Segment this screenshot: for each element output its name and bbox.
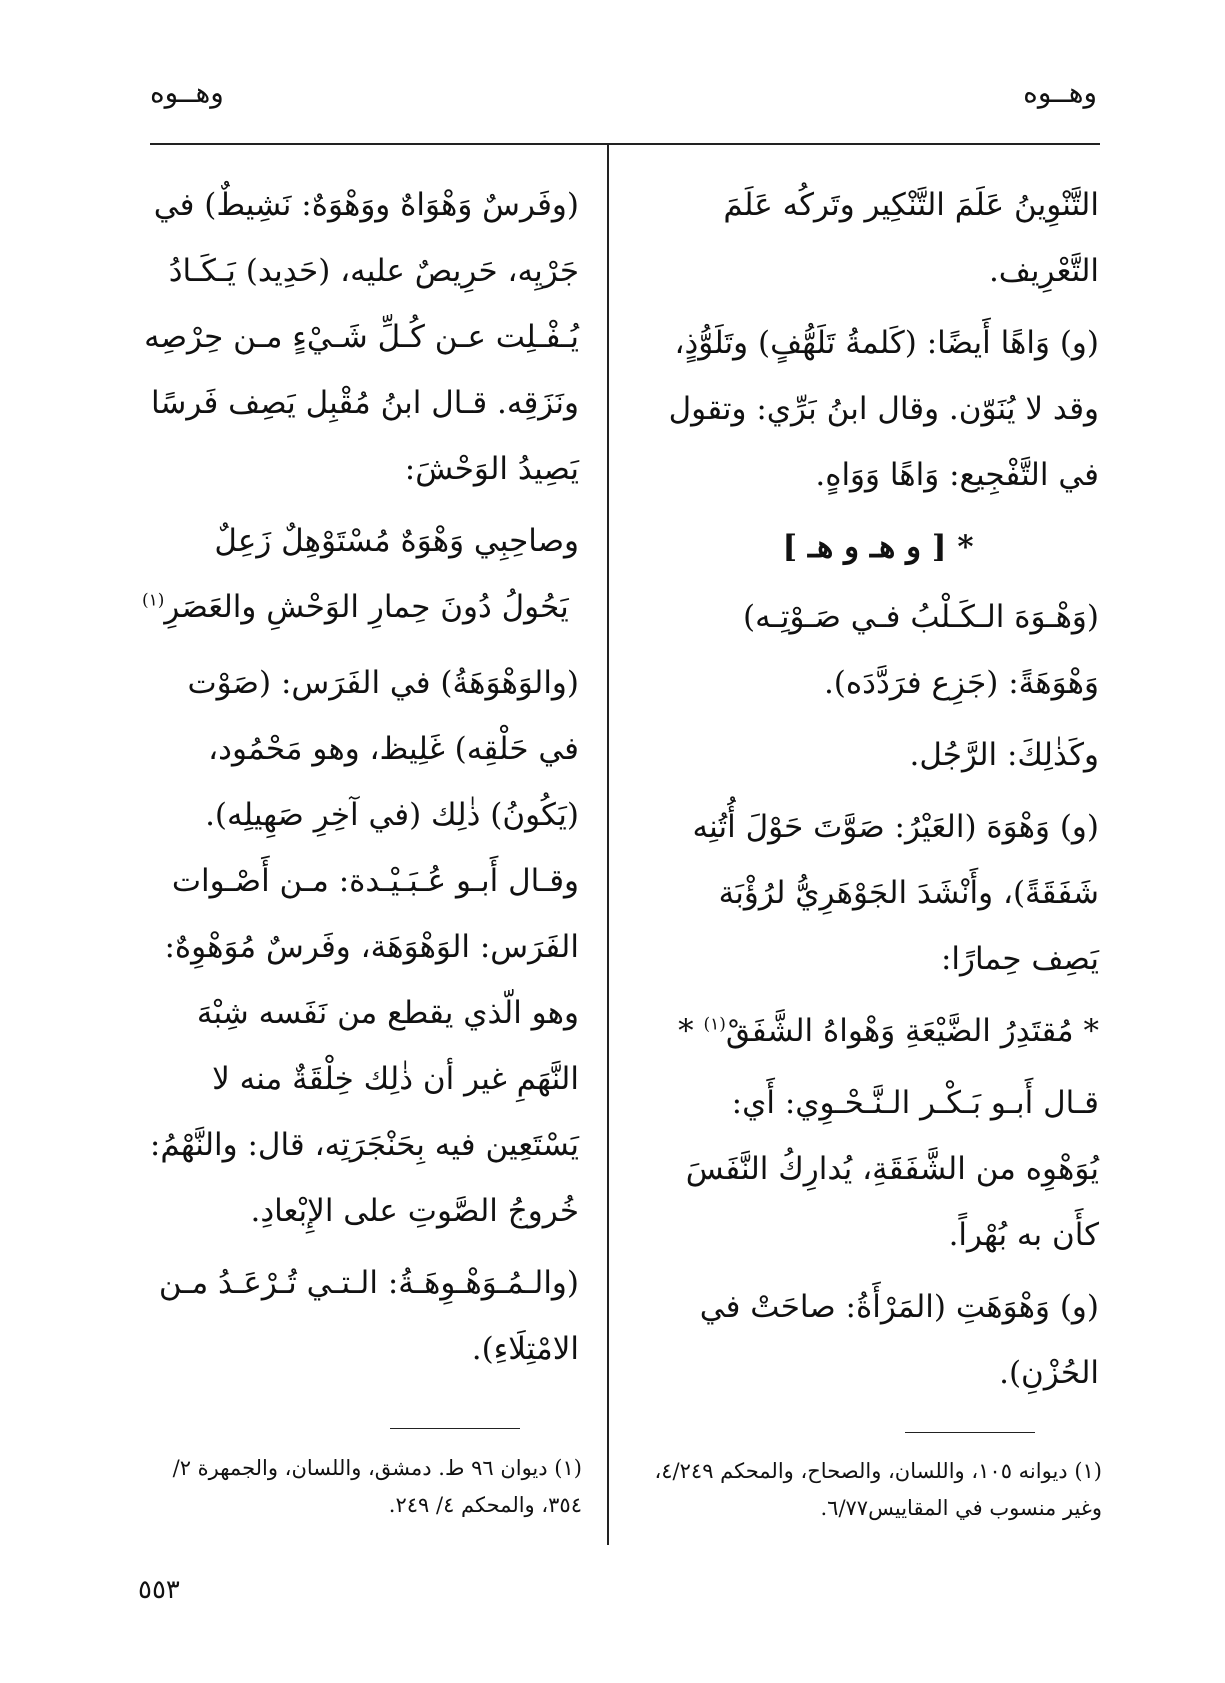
verse-text: * مُقتَدِرُ الضَّيْعَةِ وَهْواهُ الشَّفَقْ	[725, 1013, 1099, 1049]
footnote-rule-right	[905, 1432, 1035, 1433]
paragraph: (والـمُـوَهْـوِهَـةُ: الـتـي تُـرْعَـدُ مـن الامْتِلَاءِ).	[158, 1265, 579, 1367]
verse-line	[657, 998, 1099, 1064]
column-divider	[607, 145, 609, 1545]
paragraph: التَّنْوِينُ عَلَمَ التَّنْكِير وتَركُه عَلَمَ التَّعْرِيف.	[723, 187, 1099, 289]
header-rule	[150, 143, 1100, 145]
verse-hemistich-1: وصاحِبِي وَهْوَهٌ مُسْتَوْهِلٌ زَعِلٌ	[214, 523, 579, 559]
footnote-left: (١) ديوان ٩٦ ط. دمشق، واللسان، والجمهرة ٢/ ٣٥٤، والمحكم ٤/ ٢٤٩.	[172, 1456, 582, 1517]
left-column	[142, 172, 579, 1388]
verse-end-star: *	[678, 1013, 704, 1049]
entry-root-heading: * [ و هـ و هـ ]	[782, 529, 974, 565]
footnote-marker: (١)	[703, 1014, 726, 1035]
verse-hemistich-2	[142, 574, 579, 640]
running-header-left: وهــوه	[150, 76, 224, 109]
paragraph: (و) وَهْوَهَ (العَيْرُ: صَوَّتَ حَوْلَ أُتُنِه شَفَقَةً)، وأَنْشَدَ الجَوْهَرِيُّ لرُؤْبَة يَصِف حِمارًا:	[692, 809, 1099, 977]
paragraph: قـال أَبـو بَـكْـر الـنَّـحْـوِي: أَي: يُوَهْوِه من الشَّفَقَةِ، يُدارِكُ النَّفَسَ كأَن به بُهْراً.	[685, 1085, 1099, 1253]
verse-text: يَحُولُ دُونَ حِمارِ الوَحْشِ والعَصَرِ	[164, 589, 569, 625]
footnote-marker: (١)	[142, 590, 165, 611]
right-column	[657, 172, 1099, 1412]
paragraph: (و) وَهْوَهَتِ (المَرْأَةُ: صاحَتْ في الحُزْنِ).	[699, 1289, 1099, 1391]
paragraph: (والوَهْوَهَةُ) في الفَرَس: (صَوْت في حَلْقِه) غَلِيظ، وهو مَحْمُود، (يَكُونُ) ذٰلِك (في آخِرِ صَهِيلِه). وقـال أَبـو عُـبَـيْـدة: مـن أَصْـوات الفَرَس: الوَهْوَهَة، وفَرسٌ مُوَهْوِهٌ: وهو الّذي يقطع من نَفَسه شِبْهَ النَّهَمِ غير أن ذٰلِك خِلْقَةٌ منه لا يَسْتَعِين فيه بِحَنْجَرَتِه، قال: والنَّهْمُ: خُروجُ الصَّوتِ على الإِبْعادِ.	[149, 665, 579, 1229]
paragraph: وكَذٰلِكَ: الرَّجُل.	[909, 737, 1099, 773]
page-number: ٥٥٣	[138, 1575, 180, 1605]
footnote-rule-left	[390, 1428, 520, 1429]
paragraph: (وَهْـوَهَ الـكَـلْبُ فـي صَـوْتِـه) وَهْوَهَةً: (جَزِع فرَدَّدَه).	[743, 599, 1099, 701]
footnote-right: (١) ديوانه ١٠٥، واللسان، والصحاح، والمحكم ٤/٢٤٩، وغير منسوب في المقاييس٦/٧٧.	[654, 1459, 1102, 1520]
poem-verse	[142, 508, 579, 640]
running-header-right: وهــوه	[1023, 76, 1097, 109]
paragraph: (و) وَاهًا أَيضًا: (كَلمةُ تَلَهُّفٍ) وتَلَوُّذٍ، وقد لا يُنَوّن. وقال ابنُ بَرِّي: وتقول في التَّفْجِيع: وَاهًا وَوَاهٍ.	[668, 325, 1099, 493]
paragraph: (وفَرسٌ وَهْوَاهٌ ووَهْوَهٌ: نَشِيطٌ) في جَرْيِه، حَرِيصٌ عليه، (حَدِيد) يَـكَـادُ يُـفْـلِت عـن كُـلِّ شَـيْءٍ مـن حِرْصِه ونَزَقِه. قـال ابنُ مُقْبِل يَصِف فَرسًا يَصِيدُ الوَحْشَ:	[144, 187, 579, 487]
